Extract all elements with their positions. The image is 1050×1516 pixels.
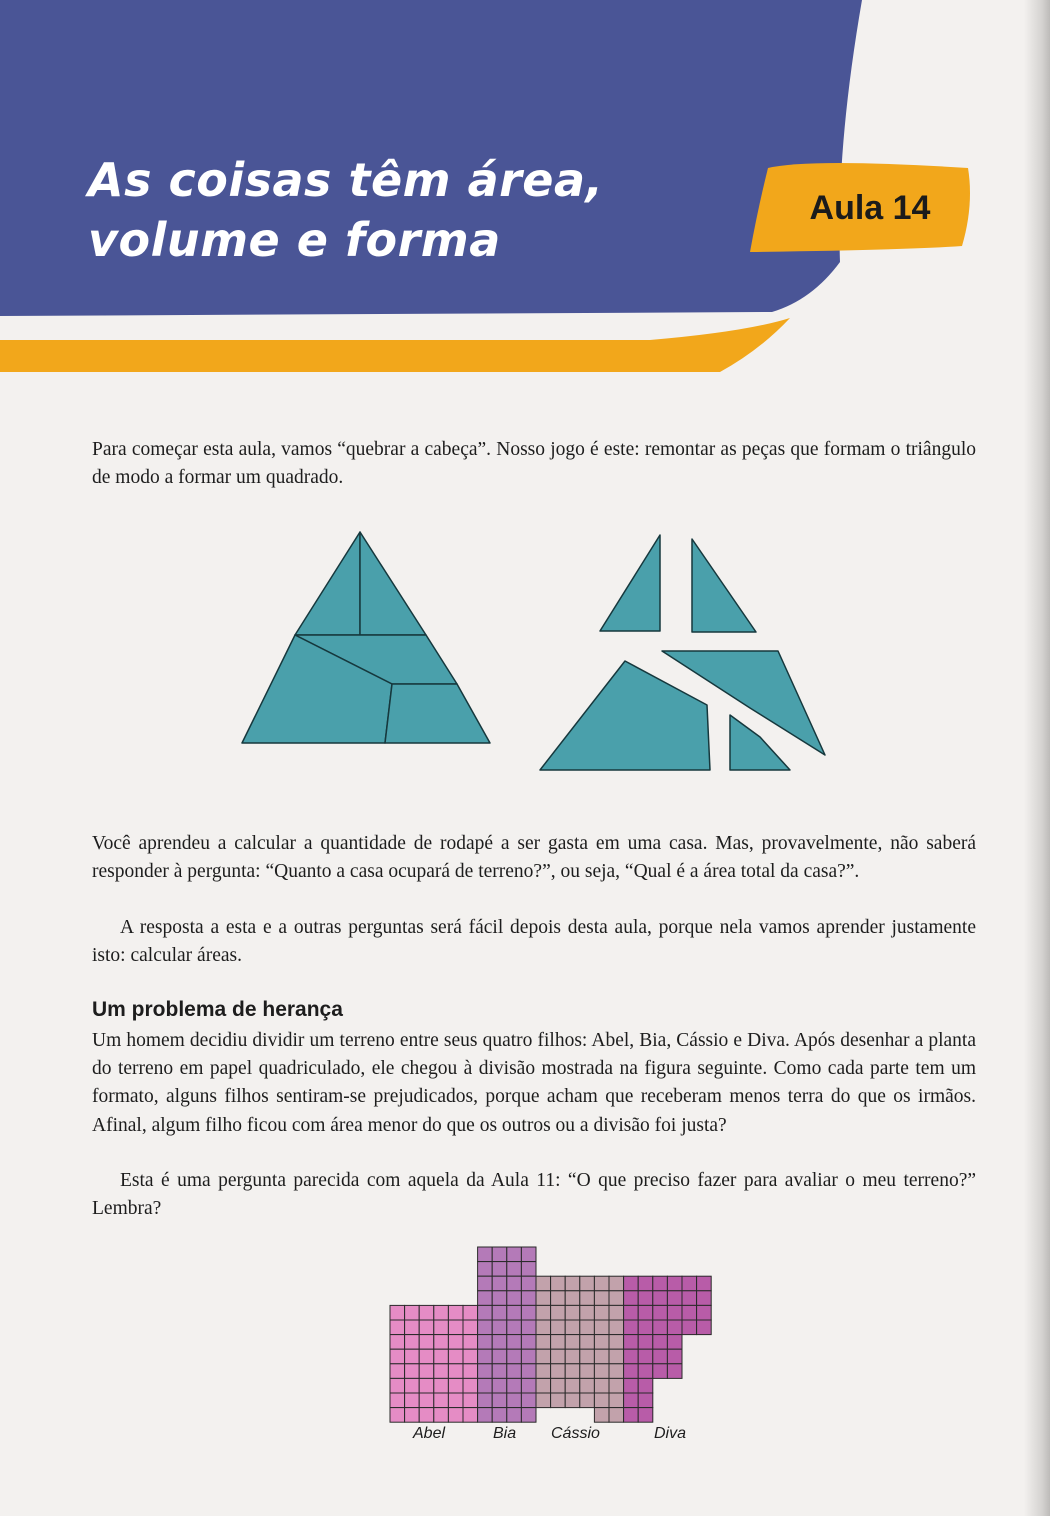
grid-cell [419, 1349, 434, 1364]
grid-cell [434, 1305, 449, 1320]
grid-cell [580, 1335, 595, 1350]
grid-cell [624, 1291, 639, 1306]
grid-cell [448, 1393, 463, 1408]
grid-cell [405, 1364, 420, 1379]
grid-cell [609, 1378, 624, 1393]
grid-cell [624, 1349, 639, 1364]
grid-cell [507, 1393, 522, 1408]
grid-cell [448, 1408, 463, 1423]
intro-paragraph: Para começar esta aula, vamos “quebrar a cabeça”. Nosso jogo é este: remontar as peças que formam o triângulo de modo a formar um quadrado. [92, 439, 976, 489]
grid-cell [638, 1349, 653, 1364]
grid-cell [478, 1349, 493, 1364]
grid-cell [419, 1378, 434, 1393]
grid-cell [390, 1349, 405, 1364]
separated-piece-4 [540, 661, 710, 770]
grid-cell [536, 1305, 551, 1320]
grid-cell [405, 1335, 420, 1350]
grid-cell [667, 1305, 682, 1320]
grid-cell [492, 1276, 507, 1291]
grid-cell [492, 1364, 507, 1379]
grid-cell [624, 1276, 639, 1291]
body-paragraph-1: Você aprendeu a calcular a quantidade de rodapé a ser gasta em uma casa. Mas, provavelmente, não saberá responder à pergunta: “Quanto a casa ocupará de terreno?”, ou seja, “Qual é a área total da casa?”. [92, 833, 976, 883]
grid-cell [565, 1364, 580, 1379]
grid-cell [667, 1349, 682, 1364]
grid-cell [638, 1408, 653, 1423]
body-paragraph-2: A resposta a esta e a outras perguntas será fácil depois desta aula, porque nela vamos aprender justamente isto: calcular áreas. [92, 917, 976, 967]
grid-cell [609, 1408, 624, 1423]
grid-cell [492, 1320, 507, 1335]
grid-cell [594, 1305, 609, 1320]
grid-cell [507, 1305, 522, 1320]
grid-cell [434, 1408, 449, 1423]
grid-cell [521, 1247, 536, 1262]
grid-cell [638, 1305, 653, 1320]
grid-cell [448, 1349, 463, 1364]
grid-cell [405, 1349, 420, 1364]
grid-cell [551, 1305, 566, 1320]
grid-cell [653, 1349, 668, 1364]
grid-cell [609, 1276, 624, 1291]
grid-cell [536, 1364, 551, 1379]
grid-cell [565, 1349, 580, 1364]
grid-cell [536, 1349, 551, 1364]
grid-cell [536, 1378, 551, 1393]
grid-cell [551, 1393, 566, 1408]
grid-cell [434, 1393, 449, 1408]
grid-cell [653, 1320, 668, 1335]
grid-cell [419, 1305, 434, 1320]
grid-cell [580, 1378, 595, 1393]
grid-cell [638, 1364, 653, 1379]
grid-cell [697, 1276, 712, 1291]
triangle-top-piece-right [360, 532, 426, 635]
label-bia: Bia [493, 1425, 517, 1442]
grid-cell [521, 1393, 536, 1408]
grid-cell [463, 1378, 478, 1393]
grid-cell [667, 1364, 682, 1379]
grid-cell [507, 1364, 522, 1379]
grid-cell [463, 1408, 478, 1423]
accent-swoosh [0, 318, 790, 372]
grid-cell [492, 1393, 507, 1408]
grid-cell [594, 1291, 609, 1306]
tangram-puzzle-figure [230, 525, 830, 775]
section-paragraph-2: Esta é uma pergunta parecida com aquela da Aula 11: “O que preciso fazer para avaliar o meu terreno?” Lembra? [92, 1170, 976, 1220]
grid-cell [565, 1320, 580, 1335]
grid-cell [594, 1320, 609, 1335]
grid-cell [594, 1408, 609, 1423]
grid-cell [492, 1349, 507, 1364]
grid-cell [609, 1364, 624, 1379]
grid-cell [390, 1378, 405, 1393]
grid-cell [682, 1320, 697, 1335]
grid-cell [492, 1262, 507, 1277]
grid-cell [419, 1320, 434, 1335]
lesson-number-badge: Aula 14 [809, 188, 931, 227]
grid-cell [624, 1320, 639, 1335]
grid-cell [609, 1305, 624, 1320]
grid-cell [594, 1276, 609, 1291]
grid-cell [624, 1393, 639, 1408]
grid-cell [434, 1378, 449, 1393]
parcel-cassio [536, 1276, 624, 1422]
grid-cell [419, 1335, 434, 1350]
grid-cell [536, 1393, 551, 1408]
grid-cell [434, 1349, 449, 1364]
grid-cell [594, 1393, 609, 1408]
grid-cell [565, 1393, 580, 1408]
grid-cell [390, 1335, 405, 1350]
grid-cell [580, 1276, 595, 1291]
grid-cell [521, 1262, 536, 1277]
grid-cell [682, 1305, 697, 1320]
grid-cell [565, 1378, 580, 1393]
grid-cell [609, 1393, 624, 1408]
grid-cell [667, 1291, 682, 1306]
grid-cell [405, 1305, 420, 1320]
grid-cell [507, 1349, 522, 1364]
grid-cell [667, 1276, 682, 1291]
grid-cell [653, 1276, 668, 1291]
grid-cell [624, 1364, 639, 1379]
grid-cell [609, 1291, 624, 1306]
grid-cell [609, 1320, 624, 1335]
grid-cell [492, 1305, 507, 1320]
grid-cell [580, 1305, 595, 1320]
grid-cell [682, 1291, 697, 1306]
grid-cell [638, 1320, 653, 1335]
grid-cell [478, 1305, 493, 1320]
grid-cell [463, 1349, 478, 1364]
grid-cell [405, 1408, 420, 1423]
grid-cell [390, 1393, 405, 1408]
grid-cell [390, 1305, 405, 1320]
grid-cell [478, 1276, 493, 1291]
grid-cell [463, 1393, 478, 1408]
grid-cell [448, 1364, 463, 1379]
grid-cell [697, 1305, 712, 1320]
grid-cell [521, 1364, 536, 1379]
grid-cell [448, 1335, 463, 1350]
parcel-abel [390, 1305, 478, 1422]
grid-cell [536, 1291, 551, 1306]
grid-cell [609, 1335, 624, 1350]
grid-cell [478, 1320, 493, 1335]
grid-cell [624, 1408, 639, 1423]
grid-cell [405, 1378, 420, 1393]
parcel-diva [624, 1276, 712, 1422]
grid-cell [624, 1335, 639, 1350]
grid-cell [697, 1320, 712, 1335]
grid-cell [580, 1349, 595, 1364]
grid-cell [580, 1291, 595, 1306]
grid-cell [551, 1335, 566, 1350]
grid-cell [551, 1291, 566, 1306]
grid-cell [521, 1408, 536, 1423]
grid-cell [507, 1408, 522, 1423]
grid-cell [580, 1320, 595, 1335]
grid-cell [463, 1364, 478, 1379]
grid-cell [653, 1335, 668, 1350]
grid-cell [551, 1320, 566, 1335]
grid-cell [521, 1378, 536, 1393]
grid-cell [638, 1276, 653, 1291]
grid-cell [551, 1364, 566, 1379]
grid-cell [565, 1335, 580, 1350]
assembled-triangle [242, 532, 490, 743]
grid-cell [463, 1320, 478, 1335]
grid-cell [463, 1335, 478, 1350]
grid-cell [492, 1247, 507, 1262]
grid-cell [580, 1393, 595, 1408]
grid-cell [478, 1291, 493, 1306]
grid-cell [667, 1335, 682, 1350]
grid-cell [521, 1320, 536, 1335]
grid-cell [638, 1393, 653, 1408]
grid-cell [565, 1305, 580, 1320]
grid-cell [390, 1364, 405, 1379]
grid-cell [594, 1335, 609, 1350]
grid-cell [478, 1393, 493, 1408]
lesson-title: As coisas têm área, volume e forma [88, 153, 604, 267]
grid-cell [492, 1291, 507, 1306]
grid-cell [434, 1320, 449, 1335]
separated-pieces [540, 535, 825, 770]
grid-cell [492, 1408, 507, 1423]
grid-cell [419, 1364, 434, 1379]
grid-cell [624, 1378, 639, 1393]
label-abel: Abel [413, 1425, 446, 1442]
separated-piece-1 [600, 535, 660, 631]
grid-cell [653, 1291, 668, 1306]
grid-cell [638, 1335, 653, 1350]
grid-cell [521, 1305, 536, 1320]
grid-cell [594, 1378, 609, 1393]
grid-cell [492, 1335, 507, 1350]
grid-cell [405, 1393, 420, 1408]
grid-cell [697, 1291, 712, 1306]
grid-cell [551, 1378, 566, 1393]
section-heading: Um problema de herança [92, 998, 343, 1021]
grid-cell [390, 1320, 405, 1335]
grid-cell [565, 1276, 580, 1291]
grid-cell [594, 1349, 609, 1364]
label-diva: Diva [654, 1425, 687, 1442]
grid-cell [594, 1364, 609, 1379]
grid-cell [478, 1247, 493, 1262]
grid-cell [682, 1276, 697, 1291]
grid-cell [390, 1408, 405, 1423]
grid-cell [507, 1262, 522, 1277]
grid-cell [624, 1305, 639, 1320]
land-division-figure [388, 1245, 718, 1425]
grid-cell [551, 1349, 566, 1364]
grid-cell [419, 1393, 434, 1408]
grid-cell [536, 1335, 551, 1350]
grid-cell [536, 1276, 551, 1291]
grid-cell [580, 1364, 595, 1379]
separated-piece-2 [692, 539, 756, 632]
grid-cell [507, 1276, 522, 1291]
grid-cell [609, 1349, 624, 1364]
grid-cell [536, 1320, 551, 1335]
grid-cell [507, 1320, 522, 1335]
grid-cell [478, 1378, 493, 1393]
grid-cell [478, 1364, 493, 1379]
grid-cell [507, 1335, 522, 1350]
grid-cell [478, 1262, 493, 1277]
grid-cell [434, 1364, 449, 1379]
grid-cell [507, 1378, 522, 1393]
grid-cell [419, 1408, 434, 1423]
section-paragraph-1: Um homem decidiu dividir um terreno entre seus quatro filhos: Abel, Bia, Cássio e Diva. Após desenhar a planta do terreno em papel quadriculado, ele chegou à divisão mostrada na figura seguinte. Como cada parte tem um formato, alguns filhos sentiram-se prejudicados, porque acham que receberam menos terra do que os irmãos. Afinal, algum filho ficou com área menor do que os outros ou a divisão foi justa? [92, 1030, 976, 1136]
grid-cell [638, 1291, 653, 1306]
grid-cell [448, 1305, 463, 1320]
grid-cell [507, 1291, 522, 1306]
grid-cell [405, 1320, 420, 1335]
triangle-bottom-piece [385, 684, 490, 743]
triangle-top-piece-left [295, 532, 360, 635]
grid-cell [565, 1291, 580, 1306]
grid-cell [478, 1335, 493, 1350]
grid-cell [448, 1320, 463, 1335]
grid-cell [667, 1320, 682, 1335]
parcel-bia [478, 1247, 536, 1422]
grid-cell [521, 1335, 536, 1350]
grid-cell [653, 1364, 668, 1379]
grid-cell [478, 1408, 493, 1423]
grid-cell [521, 1349, 536, 1364]
grid-cell [492, 1378, 507, 1393]
grid-cell [463, 1305, 478, 1320]
grid-cell [551, 1276, 566, 1291]
grid-cell [521, 1276, 536, 1291]
grid-cell [653, 1305, 668, 1320]
grid-cell [507, 1247, 522, 1262]
grid-cell [448, 1378, 463, 1393]
grid-cell [521, 1291, 536, 1306]
grid-cell [434, 1335, 449, 1350]
grid-cell [638, 1378, 653, 1393]
label-cassio: Cássio [551, 1425, 600, 1442]
